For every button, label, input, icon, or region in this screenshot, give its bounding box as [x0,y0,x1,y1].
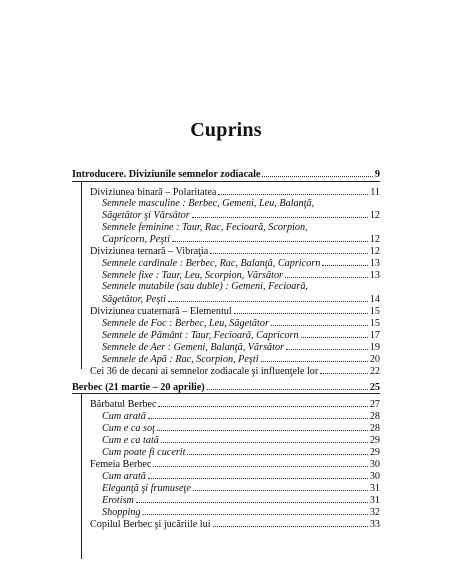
leader-dots [161,434,368,443]
toc-entry-page: 15 [369,306,380,317]
toc-entry-title: Semnele de Foc : Berbec, Leu, Săgetător [102,318,269,329]
toc-entry-title: Diviziunea binară – Polaritatea [90,187,217,198]
leader-dots [262,168,372,177]
leader-dots [187,446,367,455]
toc-entry-title: Berbec (21 martie – 20 aprilie) [72,382,205,393]
toc-entry-title: Cum arată [102,411,146,422]
toc-entry-page: 28 [369,423,380,434]
toc-entry-page: 20 [369,354,380,365]
leader-dots [153,458,367,467]
leader-dots [322,257,367,266]
section-indent-line [81,393,82,559]
leader-dots [261,353,368,362]
toc-entry-title: Capricorn, Peşti [102,234,170,245]
toc-entry-title: Eleganţă şi frumuseţe [102,483,191,494]
toc-entry-title: Săgetător, Peşti [102,294,166,305]
toc-entry-title: Semnele fixe : Taur, Leu, Scorpion, Vărsător [102,270,284,281]
toc-entry-title: Semnele de Pământ : Taur, Fecioară, Capricorn [102,330,299,341]
toc-entry-page: 15 [369,318,380,329]
toc-entry-title: Bărbatul Berbec [90,399,157,410]
toc-entry-title: Diviziunea cuaternară – Elementul [90,306,232,317]
section-rule [72,181,380,182]
toc-entry-title: Cum arată [102,471,146,482]
toc-entry-page: 33 [369,519,380,530]
toc-entry-page: 25 [369,382,380,393]
toc-entry-title: Semnele cardinale : Berbec, Rac, Balanţă, Capricorn [102,258,321,269]
leader-dots [286,341,368,350]
leader-dots [136,494,368,503]
toc-entry-title: Săgetător şi Vărsător [102,210,190,221]
leader-dots [210,245,368,254]
leader-dots [168,293,368,302]
toc-entry-page: 28 [369,411,380,422]
toc-entry-page: 30 [369,459,380,470]
toc-entry-title: Femeia Berbec [90,459,152,470]
leader-dots [148,410,368,419]
toc-entry-page: 32 [369,507,380,518]
toc-entry-title: Cei 36 de decani ai semnelor zodiacale şi influenţele lor [90,366,319,377]
toc-entry-page: 19 [369,342,380,353]
toc-entry-title: Shopping [102,507,141,518]
leader-dots [172,233,368,242]
leader-dots [148,470,368,479]
leader-dots [158,398,367,407]
leader-dots [234,305,368,314]
leader-dots [213,518,368,527]
toc-entry-page: 17 [369,330,380,341]
toc-entry[interactable] [102,209,380,222]
toc-entry-title: Introducere. Diviziunile semnelor zodiacale [72,169,261,180]
toc-entry-title: Diviziunea ternară – Vibraţia [90,246,209,257]
leader-dots [271,317,368,326]
toc-entry-title: Cum poate fi cucerit [102,447,186,458]
toc-entry-page: 29 [369,447,380,458]
toc-entry-page: 12 [369,234,380,245]
toc-entry-page: 31 [369,495,380,506]
toc-entry-title: Semnele de Apă : Rac, Scorpion, Peşti [102,354,259,365]
leader-dots [192,209,368,218]
leader-dots [320,365,368,374]
toc-entry[interactable] [90,365,380,378]
toc-entry-page: 29 [369,435,380,446]
toc-entry-title: Cum e ca soţ [102,423,155,434]
leader-dots [218,186,368,195]
toc-entry-page: 12 [369,210,380,221]
toc-entry-berbec[interactable] [72,381,380,394]
toc-entry-line: Semnele mutabile (sau duble) : Gemeni, Fecioară, [102,281,308,292]
toc-entry-introducere[interactable] [72,168,380,181]
toc-entry-page: 12 [369,246,380,257]
leader-dots [285,269,368,278]
page-title: Cuprins [190,119,262,141]
toc-entry-page: 13 [369,258,380,269]
toc-entry-page: 9 [374,169,380,180]
toc-entry-line: Semnele masculine : Berbec, Gemeni, Leu, Balanţă, [102,198,315,209]
toc-entry-line: Semnele feminine : Taur, Rac, Fecioară, Scorpion, [102,222,308,233]
leader-dots [207,381,368,390]
toc-entry-page: 14 [369,294,380,305]
toc-entry-page: 11 [370,187,380,198]
toc-entry-page: 27 [369,399,380,410]
leader-dots [193,482,368,491]
toc-entry-page: 13 [369,270,380,281]
leader-dots [301,329,368,338]
toc-entry-title: Copilul Berbec şi jucăriile lui [90,519,211,530]
toc-entry-page: 30 [369,471,380,482]
toc-entry[interactable] [90,518,380,531]
toc-entry-page: 31 [369,483,380,494]
leader-dots [143,506,368,515]
leader-dots [157,422,368,431]
toc-entry-title: Cum e ca tată [102,435,159,446]
section-indent-line [81,181,82,369]
toc-entry-page: 22 [369,366,380,377]
toc-entry-title: Erotism [102,495,134,506]
toc-entry-title: Semnele de Aer : Gemeni, Balanţă, Vărsător [102,342,285,353]
